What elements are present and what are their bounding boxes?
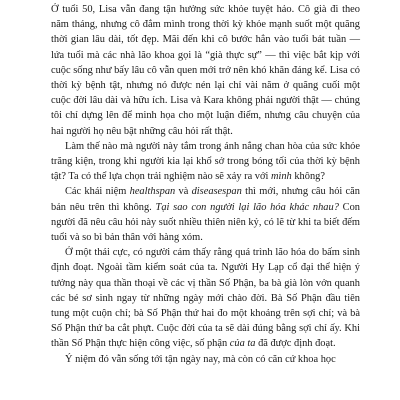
paragraph-text: và (175, 186, 192, 198)
paragraph-text: Các khái niệm (65, 186, 130, 198)
paragraph-fates-myth (51, 245, 360, 351)
paragraph-lisa-healthspan (51, 2, 360, 139)
paragraph-text: Ở một thái cực, có người cảm thấy rằng quá trình lão hóa do bấm sinh định đoạt. Ngoài tầm kiểm soát của ta. Người Hy Lạp cổ đại thể hiện ý tưởng này qua thần thoại về các vị thần Số Phận, ba bà già lòn vởn quanh các bé sơ sinh ngay từ những ngày mới chào đời. Bà Số Phận đầu tiên tung một cuộn chỉ; bà Số Phận thứ hai đo một khoảng trên sợi chỉ; và bà Số Phận thứ ba cắt phựt. Cuộc đời của ta sẽ dài đúng bằng sợi chỉ ấy. Khi thần Số Phận thực hiện công việc, số phận (51, 247, 360, 350)
paragraph-questions (51, 139, 360, 185)
emphasis-text: của ta (229, 338, 256, 350)
paragraph-text: Làm thế nào mà người này tắm trong ánh nắng chan hòa của sức khỏe trăng kiện, trong khi người kia lại khổ sở trong bóng tối của thời kỳ bệnh tật? Ta có thể lựa chọn trải nghiệm nào sẽ xảy ra với (51, 140, 360, 183)
paragraph-text: Con người đã nêu câu hỏi này suốt nhiều thiên niên kỷ, có lẽ từ khi ta biết đếm tuổi và so bì bản thân với hàng xóm. (51, 201, 360, 244)
paragraph-text: Ý niệm đó vẫn sống tới tận ngày nay, mà còn có căn cứ khoa học (65, 353, 336, 365)
paragraph-text: thì mới, nhưng câu hỏi căn bản nêu trên thì không. (51, 186, 360, 213)
paragraph-text: đã được định đoạt. (255, 338, 336, 350)
emphasis-question: Tại sao con người lại lão hóa khác nhau? (155, 201, 339, 213)
emphasis-text: mình (270, 171, 292, 183)
paragraph-text: không? (291, 171, 325, 183)
paragraph-continuation (51, 352, 360, 367)
paragraph-concepts (51, 184, 360, 245)
paragraph-text: Ở tuổi 50, Lisa vẫn đang tận hưởng sức khỏe tuyệt hảo. Cô già đi theo năm tháng, nhưng cô đắm mình trong thời kỳ khỏe mạnh suốt một quãng thời gian lâu dài, tốt đẹp. Mãi đến khi cô bước hẳn vào tuổi bát tuần — lứa tuổi mà các nhà lão khoa gọi là “già thực sự” — thì việc bắt kịp với cuộc sống như bấy lâu cô vẫn quen mới trở nên khó khăn đáng kể. Lisa có thời kỳ bệnh tật, nhưng nó được nén lại chỉ vài năm ở quãng cuối một cuộc đời lâu dài và hữu ích. Lisa và Kara không phải người thật — chúng tôi chỉ dựng lên để minh họa cho một luận điểm, nhưng câu chuyện của hai người họ nêu bật những câu hỏi rất thật. (51, 4, 360, 137)
emphasis-term-healthspan: healthspan (129, 186, 176, 198)
emphasis-term-diseasespan: diseasespan (191, 186, 242, 198)
